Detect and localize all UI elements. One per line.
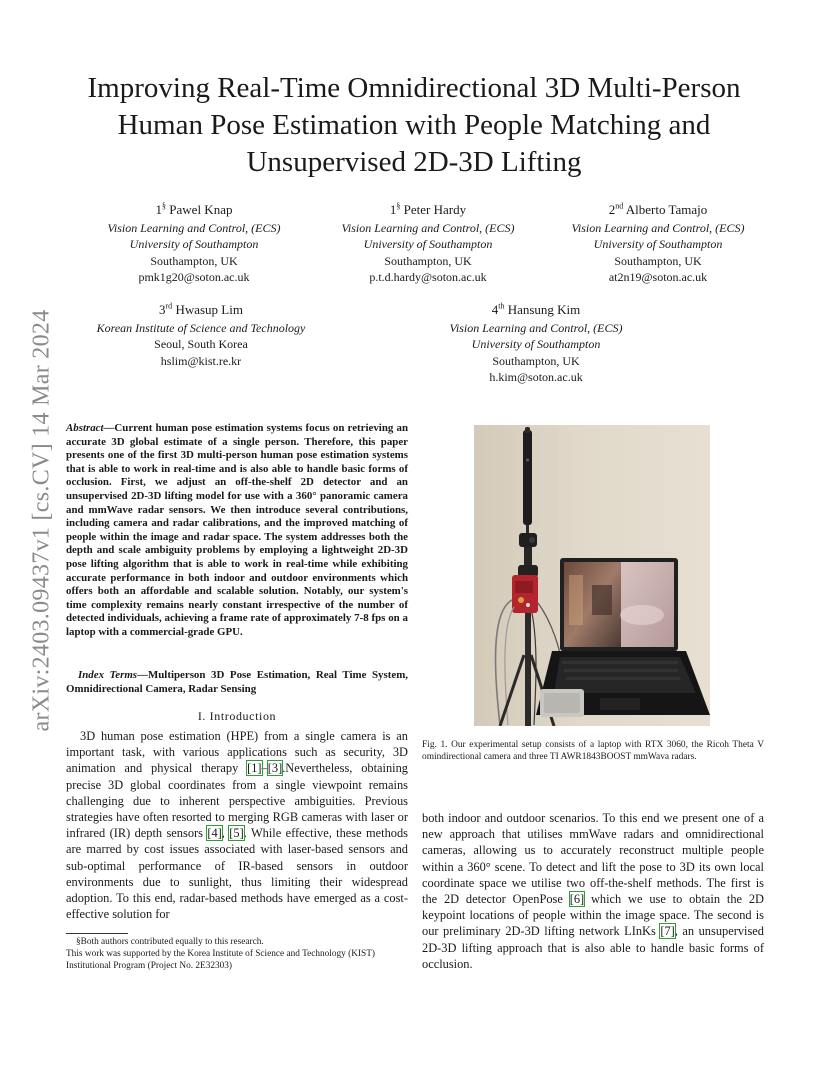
footnote-funding: This work was supported by the Korea Institute of Science and Technology (KIST) Institutional Program (Project No. 2E32303) xyxy=(66,949,375,972)
abstract xyxy=(66,422,408,640)
citation-link[interactable]: [5] xyxy=(229,826,244,841)
footnote-divider xyxy=(66,933,128,934)
index-terms xyxy=(66,669,408,696)
paper-title: Improving Real-Time Omnidirectional 3D Multi-Person Human Pose Estimation with People Matching and Unsupervised 2D-3D Lifting xyxy=(87,72,741,178)
abstract-text: —Current human pose estimation systems focus on retrieving an accurate 3D global estimate of a single person. Therefore, this paper presents one of the first 3D multi-person human pose estimation systems that is able to work in real-time and is also able to handle basic forms of occlusion. First, we adjust an off-the-shelf 2D detector and an unsupervised 2D-3D lifting model for use with a 360° panoramic camera and mmWave radar sensors. We then introduce several contributions, including camera and radar calibrations, and the improved matching of people within the image and radar space. The system addresses both the depth and scale ambiguity problems by employing a lightweight 2D-3D pose lifting algorithm that is able to work in real-time while exhibiting accurate performance in both indoor and outdoor environments which offers both an affordable and scalable solution. Notably, our system's time complexity remains nearly constant irrespective of the number of detected individuals, achieving a frame rate of approximately 7-8 fps on a laptop with a commercial-grade GPU. xyxy=(66,422,408,638)
author-institution: University of Southampton xyxy=(593,237,723,251)
author-location: Southampton, UK xyxy=(150,253,238,268)
footnote-equal-contribution: §Both authors contributed equally to this research. xyxy=(76,937,264,947)
author-location: Southampton, UK xyxy=(492,353,580,368)
arxiv-identifier: arXiv:2403.09437v1 [cs.CV] 14 Mar 2024 xyxy=(28,308,55,732)
author-affiliation: Vision Learning and Control, (ECS) xyxy=(571,220,745,235)
author-institution: University of Southampton xyxy=(363,237,493,251)
abstract-label: Abstract xyxy=(66,422,104,434)
author-block xyxy=(298,202,558,286)
figure-photo xyxy=(474,425,710,726)
author-institution: University of Southampton xyxy=(471,337,601,351)
author-affiliation: Korean Institute of Science and Technology xyxy=(96,320,306,335)
citation-link[interactable]: [6] xyxy=(569,892,585,907)
citation-link[interactable]: [3] xyxy=(267,761,283,776)
figure-caption: Fig. 1. Our experimental setup consists of a laptop with RTX 3060, the Ricoh Theta V omindirectional camera and three TI AWR1843BOOST mmWava radars. xyxy=(422,740,764,763)
author-institution: University of Southampton xyxy=(129,237,259,251)
index-terms-label: Index Terms xyxy=(78,669,138,681)
intro-paragraph: 3D human pose estimation (HPE) from a single camera is an important task, with various applications such as security, 3D animation and physical therapy [1]–[3].Nevertheless, obtaining precise 3D global coordinates from a single viewpoint remains challenging due to inherent perspective ambiguities. Previous strategies have often resorted to merging RGB cameras with laser or infrared (IR) depth sensors [4], [5]. While effective, these methods are marred by cost issues associated with laser-based sensors and sub-optimal performance of IR-based sensors in outdoor environments due to sunlight, thus limiting their widespread adoption. To this end, radar-based methods have emerged as a cost-effective solution for xyxy=(66,729,408,922)
footnotes xyxy=(66,936,408,973)
author-email: pmk1g20@soton.ac.uk xyxy=(138,270,250,284)
citation-link[interactable]: [1] xyxy=(247,761,262,776)
body-paragraph: both indoor and outdoor scenarios. To this end we present one of a new approach that utilises mmWave radars and omnidirectional cameras, allowing us to accurately reconstruct multiple people within a 360° scene. To detect and lift the pose to 3D its own local coordinate space we utilise two off-the-shelf methods. The first is the 2D detector OpenPose [6] which we use to obtain the 2D keypoint locations of people within the image space. The second is our preliminary 2D-3D lifting network LInKs [7], an unsupervised 2D-3D lifting approach that is also able to handle basic forms of occlusion. xyxy=(422,811,764,971)
author-affiliation: Vision Learning and Control, (ECS) xyxy=(341,220,515,235)
index-terms-text: —Multiperson 3D Pose Estimation, Real Time System, Omnidirectional Camera, Radar Sensing xyxy=(66,669,409,695)
author-location: Southampton, UK xyxy=(384,253,472,268)
citation-link[interactable]: [7] xyxy=(660,924,675,939)
author-name: 2nd Alberto Tamajo xyxy=(608,201,708,217)
author-location: Southampton, UK xyxy=(614,253,702,268)
author-name: 3rd Hwasup Lim xyxy=(159,301,243,317)
author-name: 1§ Pawel Knap xyxy=(155,201,233,217)
author-email: at2n19@soton.ac.uk xyxy=(608,270,708,284)
author-affiliation: Vision Learning and Control, (ECS) xyxy=(449,320,623,335)
author-block xyxy=(64,202,324,286)
author-email: h.kim@soton.ac.uk xyxy=(489,370,583,384)
author-location: Seoul, South Korea xyxy=(154,337,248,351)
citation-link[interactable]: [4] xyxy=(207,826,222,841)
author-email: hslim@kist.re.kr xyxy=(160,353,242,368)
author-affiliation: Vision Learning and Control, (ECS) xyxy=(107,220,281,235)
author-block xyxy=(528,202,788,286)
author-block xyxy=(406,302,666,386)
section-heading: I. Introduction xyxy=(197,709,277,723)
author-name: 1§ Peter Hardy xyxy=(389,201,467,217)
author-block xyxy=(56,302,346,369)
author-name: 4th Hansung Kim xyxy=(491,301,581,317)
author-email: p.t.d.hardy@soton.ac.uk xyxy=(369,270,487,284)
